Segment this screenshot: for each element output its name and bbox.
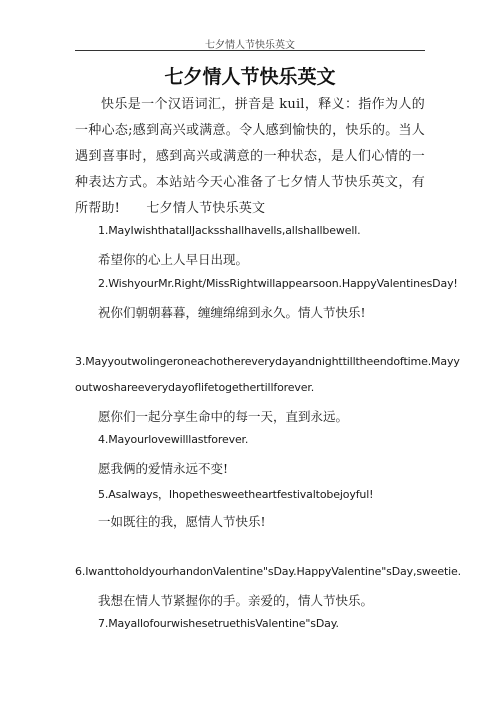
header-divider: [75, 50, 425, 51]
wish-5-chinese: 一如既往的我，愿情人节快乐!: [98, 514, 266, 529]
wish-4-chinese: 愿我俩的爱情永远不变!: [98, 461, 229, 476]
intro-paragraph: 快乐是一个汉语词汇，拼音是 kuil，释义：指作为人的一种心态;感到高兴或满意。令人感到愉快的，快乐的。当人遇到喜事时，感到高兴或满意的一种状态，是人们心情的一种表达方式。本站站今天心准备了七夕情人节快乐英文，有所帮助! 七夕情人节快乐英文: [75, 97, 425, 216]
wish-1-english: 1.MayIwishthatallJacksshallhavells,allshallbewell.: [98, 224, 361, 237]
wish-6-chinese: 我想在情人节紧握你的手。亲爱的，情人节快乐。: [98, 593, 374, 608]
wish-5-english: 5.Asalways，Ihopethesweetheartfestivaltobejoyful!: [98, 488, 374, 501]
wish-6-english: 6.IwanttoholdyourhandonValentine"sDay.HappyValentine"sDay,sweetie.: [75, 565, 462, 578]
wish-4-english: 4.Mayourlovewilllastforever.: [98, 433, 249, 446]
document-title: 七夕情人节快乐英文: [164, 66, 336, 88]
wish-3-english-line-1: 3.Mayyoutwolingeroneachothereverydayandnighttilltheendoftime.Mayy: [75, 355, 460, 368]
wish-2-chinese: 祝你们朝朝暮暮，缠缠绵绵到永久。情人节快乐!: [98, 305, 366, 320]
wish-2-english: 2.WishyourMr.Right/MissRightwillappearsoon.HappyValentinesDay!: [98, 277, 458, 290]
running-header: 七夕情人节快乐英文: [205, 40, 295, 51]
wish-3-english-line-2: outwoshareeverydayoflifetogethertillforever.: [75, 381, 315, 394]
wish-1-chinese: 希望你的心上人早日出现。: [98, 252, 249, 267]
wish-3-chinese: 愿你们一起分享生命中的每一天，直到永远。: [98, 409, 349, 424]
wish-7-english: 7.MayallofourwishesetruethisValentine"sDay.: [98, 617, 339, 630]
